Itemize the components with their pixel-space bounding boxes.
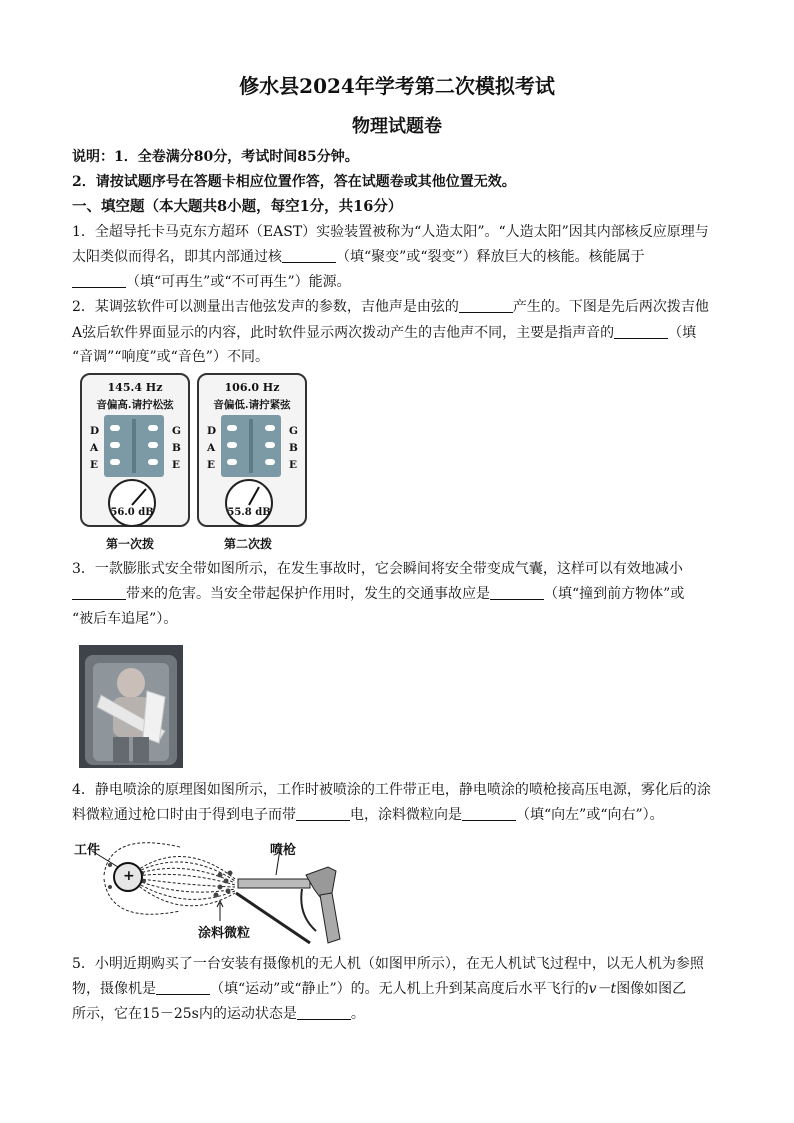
q2-text-d: （填 [668, 325, 697, 341]
q5-text-a: 物，摄像机是 [72, 981, 156, 997]
label-workpiece: 工件 [74, 843, 101, 858]
page-subtitle: 物理试题卷 [352, 116, 442, 137]
q2-line-3: “音调”“响度”或“音色”）不同。 [72, 349, 269, 365]
positive-charge-sign: + [123, 868, 135, 884]
string-label: E [289, 459, 298, 471]
q2-blank-2[interactable] [614, 324, 668, 339]
q4-line-2 [72, 806, 664, 824]
q5-blank-1[interactable] [156, 980, 210, 995]
label-paint-particles: 涂料微粒 [198, 926, 251, 941]
q3-blank-2[interactable] [490, 585, 544, 600]
q4-blank-2[interactable] [462, 806, 516, 821]
q3-line-1: 3．一款膨胀式安全带如图所示，在发生事故时，它会瞬间将安全带变成气囊，这样可以有效地减小 [72, 561, 683, 577]
string-label: A [207, 442, 216, 454]
frequency-readout: 145.4 Hz [107, 381, 163, 394]
q3-line-2 [72, 585, 684, 603]
string-label: A [90, 442, 99, 454]
decibel-readout: 56.0 dB [110, 507, 154, 518]
q2-text-a: 2．某调弦软件可以测量出吉他弦发声的参数，吉他声是由弦的 [72, 299, 459, 315]
q2-line-1 [72, 298, 709, 316]
label-spray-gun: 喷枪 [270, 843, 297, 858]
q2-blank-1[interactable] [459, 298, 513, 313]
q4-text-a: 料微粒通过枪口时由于得到电子而带 [72, 807, 296, 823]
string-label: G [172, 425, 181, 437]
string-label: B [172, 442, 181, 454]
guitar-headstock-icon [221, 415, 281, 477]
decibel-readout: 55.8 dB [227, 507, 271, 518]
tuning-message: 音偏高.请拧松弦 [96, 399, 174, 411]
volume-meter [102, 479, 162, 523]
q4-text-c: （填“向左”或“向右”）。 [516, 807, 664, 823]
figure-caption: 第一次拨 [106, 537, 155, 551]
q3-line-3: “被后车追尾”）。 [72, 611, 178, 627]
q1-text-c: （填“可再生”或“不可再生”）能源。 [126, 274, 351, 290]
q5-text-c: 图像如图乙 [616, 981, 687, 997]
q5-text-b: （填“运动”或“静止”）的。无人机上升到某高度后水平飞行的 [210, 981, 589, 997]
q3-text-b: 带来的危害。当安全带起保护作用时，发生的交通事故应是 [126, 586, 490, 602]
string-label: E [172, 459, 181, 471]
page-title: 修水县2024年学考第二次模拟考试 [239, 74, 555, 98]
q3-text-c: （填“撞到前方物体”或 [544, 586, 685, 602]
q1-text-b: （填“聚变”或“裂变”）释放巨大的核能。核能属于 [336, 249, 645, 265]
q4-text-b: 电，涂料微粒向是 [350, 807, 462, 823]
string-label: E [207, 459, 216, 471]
q1-blank-1[interactable] [282, 248, 336, 263]
q1-line-3 [72, 273, 351, 291]
q2-line-2 [72, 324, 696, 342]
q1-line-1: 1．全超导托卡马克东方超环（EAST）实验装置被称为“人造太阳”。“人造太阳”因其内部核反应原理与 [72, 224, 709, 240]
q5-line-2 [72, 980, 686, 998]
q1-blank-2[interactable] [72, 273, 126, 288]
figure-caption: 第二次拨 [224, 537, 273, 551]
q4-line-1: 4．静电喷涂的原理图如图所示，工作时被喷涂的工件带正电，静电喷涂的喷枪接高压电源，雾化后的涂 [72, 782, 711, 798]
meter-needle-icon [102, 479, 162, 527]
frequency-readout: 106.0 Hz [224, 381, 280, 394]
guitar-headstock-icon [104, 415, 164, 477]
string-label: D [90, 425, 100, 437]
string-label: B [289, 442, 298, 454]
inflatable-seatbelt-photo [79, 645, 183, 768]
electrostatic-spray-diagram [70, 835, 360, 950]
note-2: 2．请按试题序号在答题卡相应位置作答，答在试题卷或其他位置无效。 [72, 174, 516, 190]
q1-line-2 [72, 248, 645, 266]
q4-blank-1[interactable] [296, 806, 350, 821]
q5-blank-2[interactable] [297, 1005, 351, 1020]
q5-line-3 [72, 1005, 365, 1023]
q5-text-d: 所示，它在15－25s内的运动状态是 [72, 1006, 297, 1022]
q5-text-e: 。 [350, 1006, 365, 1022]
q5-vt-symbol: v－t [588, 981, 617, 997]
section-heading: 一、填空题（本大题共8小题，每空1分，共16分） [72, 198, 403, 215]
q5-line-1: 5．小明近期购买了一台安装有摄像机的无人机（如图甲所示），在无人机试飞过程中，以无人机为参照 [72, 956, 704, 972]
q2-text-c: A弦后软件界面显示的内容，此时软件显示两次拨动产生的吉他声不同，主要是指声音的 [72, 325, 615, 341]
tuner-panel-2 [197, 373, 307, 527]
tuner-panel-1 [80, 373, 190, 527]
string-label: G [289, 425, 298, 437]
tuning-message: 音偏低.请拧紧弦 [213, 399, 291, 411]
q3-blank-1[interactable] [72, 585, 126, 600]
q1-text-a: 太阳类似而得名，即其内部通过核 [72, 249, 282, 265]
q2-text-b: 产生的。下图是先后两次拨吉他 [512, 299, 709, 315]
string-label: D [207, 425, 217, 437]
meter-needle-icon [219, 479, 279, 527]
volume-meter [219, 479, 279, 523]
note-1: 说明：1．全卷满分80分，考试时间85分钟。 [72, 149, 359, 165]
string-label: E [90, 459, 99, 471]
